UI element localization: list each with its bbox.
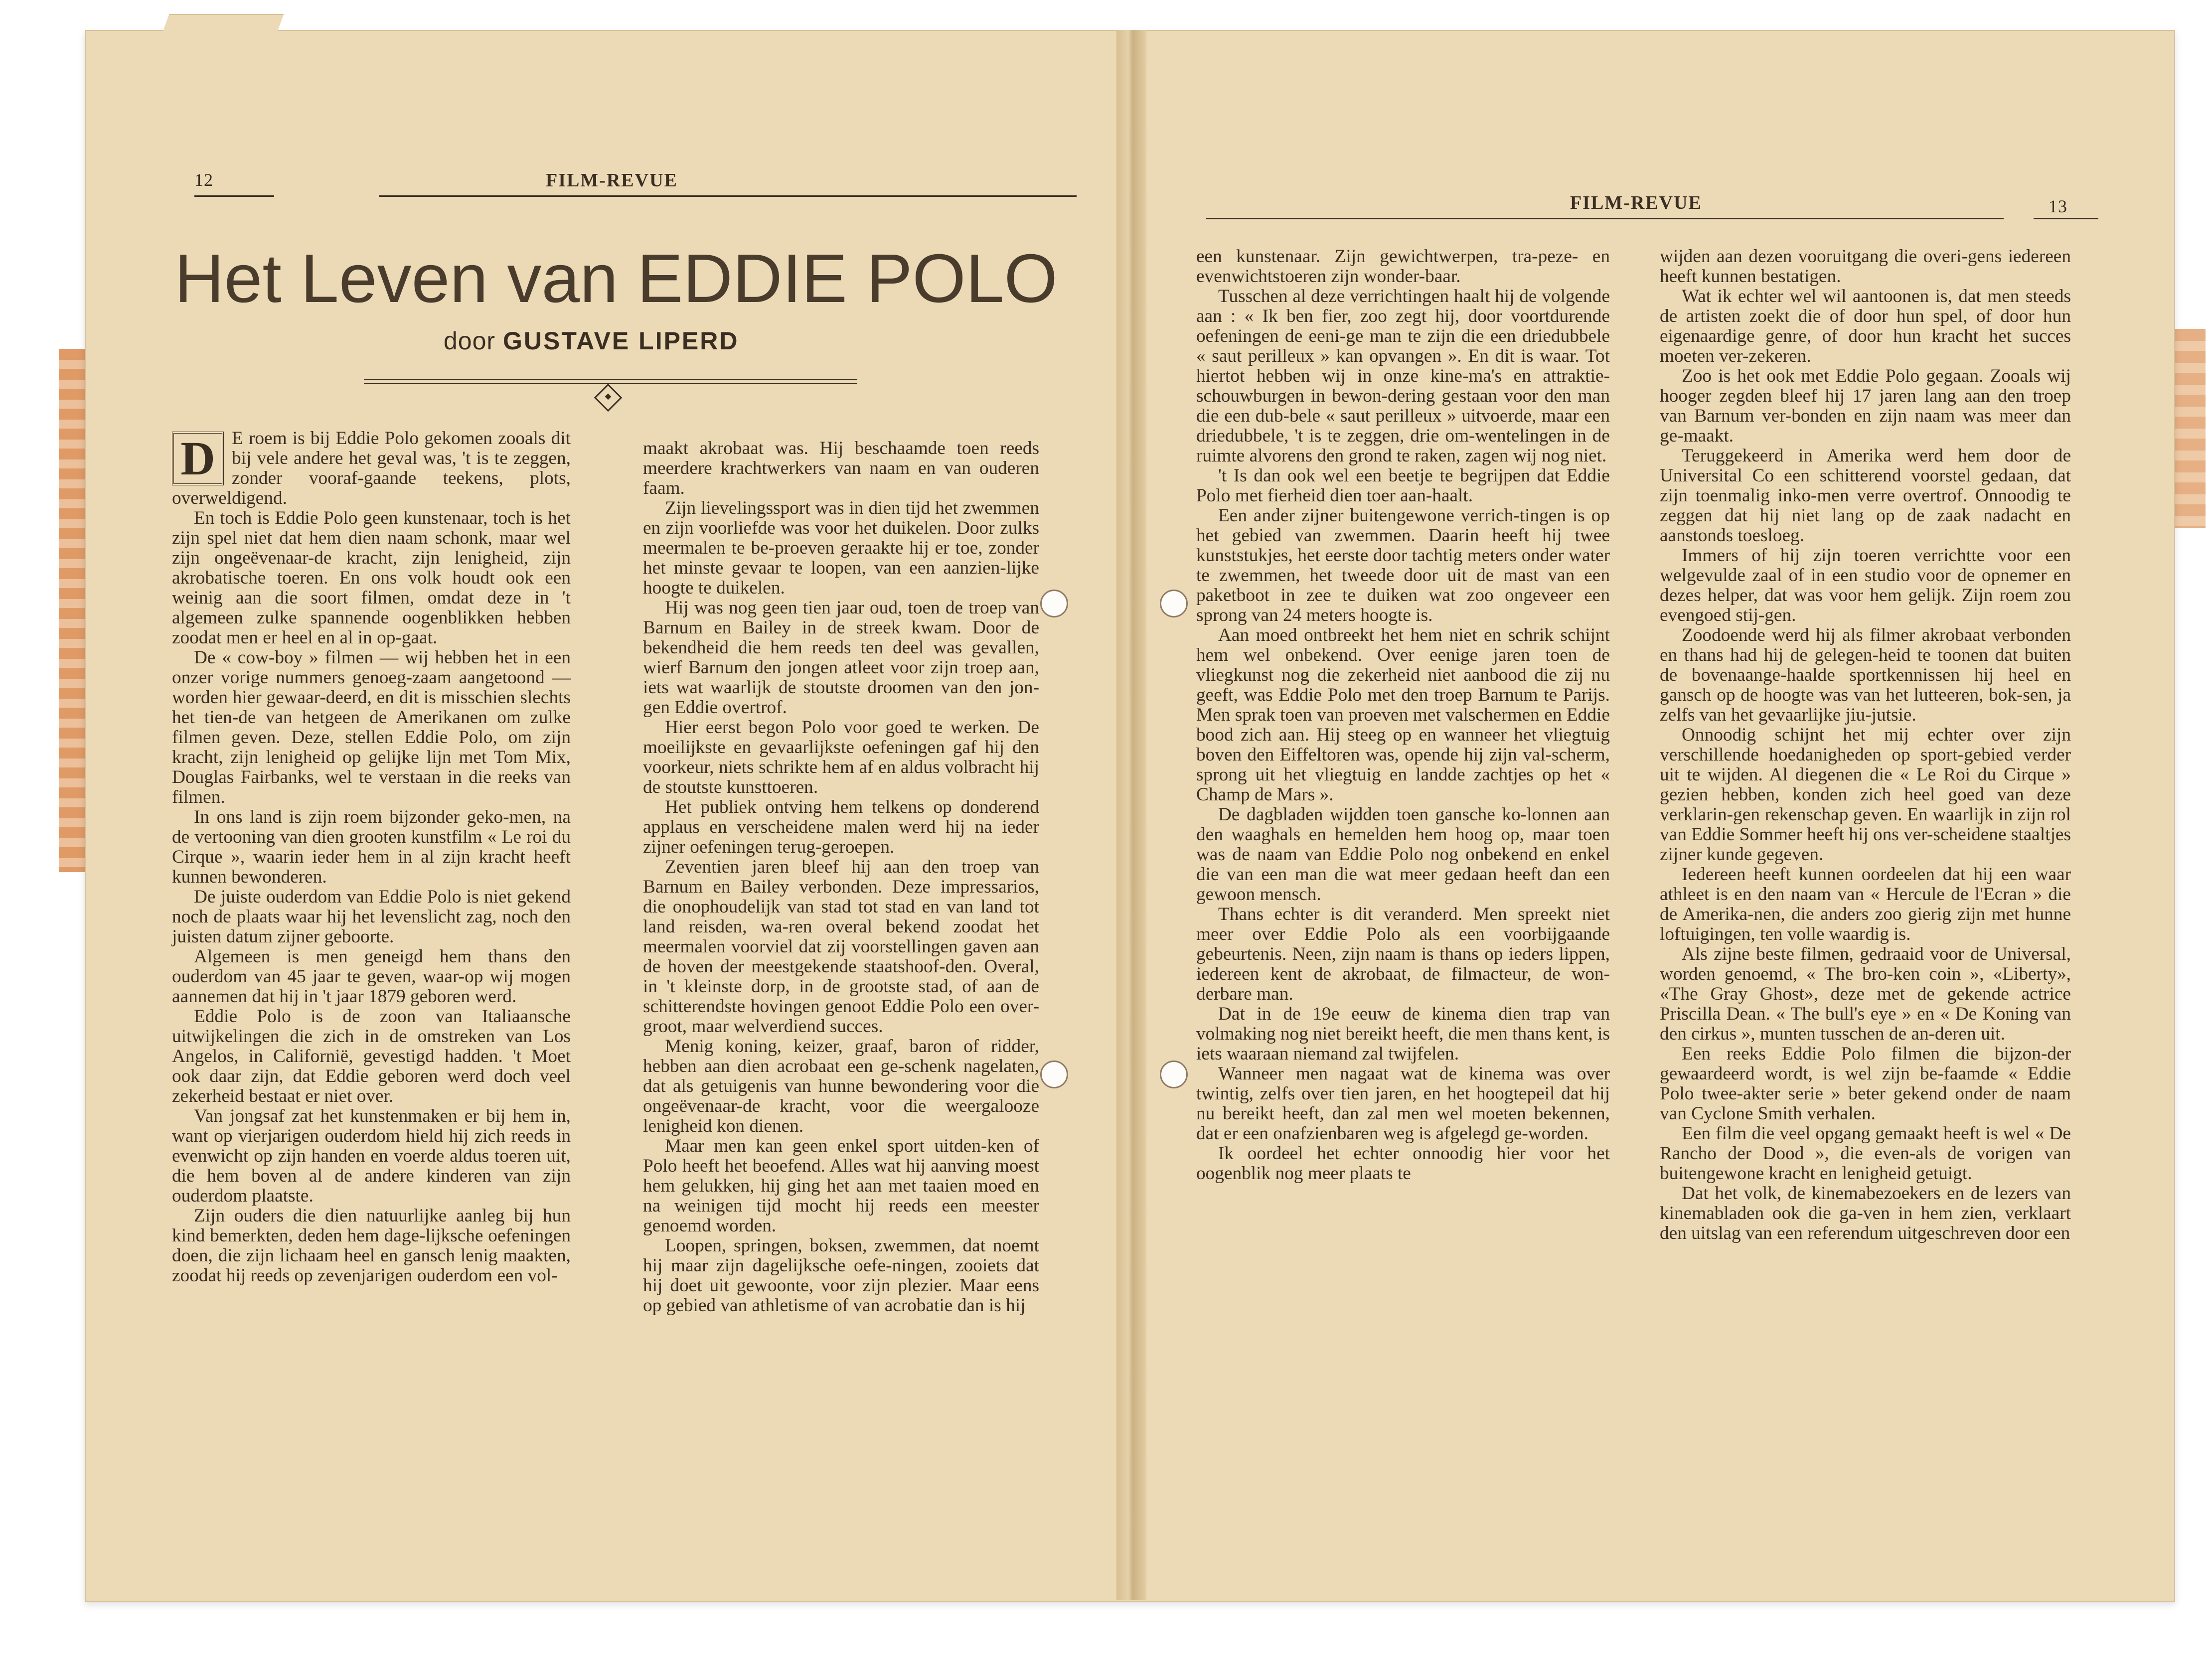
header-rule [1206,218,2004,219]
paragraph: wijden aan dezen vooruitgang die overi-gens iedereen heeft kunnen bestatigen. [1660,246,2071,287]
running-header-right: FILM-REVUE [1570,192,1702,213]
paragraph: De « cow-boy » filmen — wij hebben het in een onzer vorige nummers genoeg-zaam aangetoond — worden hier gewaar-deerd, en dit is misschien slechts het tien-de van hetgeen de Amerikanen om zulke filmen geven. Deze, stellen Eddie Polo, om zijn kracht, zijn lenigheid op gelijke lijn met Tom Mix, Douglas Fairbanks, wel te verstaan in die reeks van filmen. [172,647,571,807]
paragraph: Wat ik echter wel wil aantoonen is, dat men steeds de artisten zoekt die of door hun spel, of door hun eigenaardige genre, of door hun kracht het succes moeten ver-zekeren. [1660,286,2071,366]
paragraph: Dat het volk, de kinemabezoekers en de lezers van kinemabladen ook die ga-ven in hem zien, verklaart den uitslag van een referendum uitgeschreven door een [1660,1183,2071,1243]
paragraph: Onnoodig schijnt het mij echter over zijn verschillende hoedanigheden op sport-gebied verder uit te wijden. Al diegenen die « Le Roi du Cirque » gezien hebben, konden zich heel goed van deze verklarin-gen rekenschap geven. En waarlijk in zijn rol van Eddie Sommer heeft hij ons ver-scheidene staaltjes zijner kunde gegeven. [1660,725,2071,865]
title-rule [364,379,857,384]
paragraph: De dagbladen wijdden toen gansche ko-lonnen aan den waaghals en hemelden hem hoog op, maar toen was de naam van Eddie Polo nog onbekend en enkel die van een man die wat meer gedaan heeft dan een gewoon mensch. [1196,804,1610,905]
punch-hole [1160,1061,1188,1088]
paragraph: En toch is Eddie Polo geen kunstenaar, toch is het zijn spel niet dat hem dien naam schonk, maar wel zijn ongeëvenaar-de kracht, zijn lenigheid, zijn akrobatische toeren. En ons volk houdt ook een weinig aan die soort filmen, omdat deze in 't algemeen zulke spannende oogenblikken hebben zoodat men er heel en al in op-gaat. [172,508,571,648]
paragraph: Zeventien jaren bleef hij aan den troep van Barnum en Bailey verbonden. Deze impressarios, die onophoudelijk van stad tot stad en van land tot land reisden, wa-ren overal bekend zoodat het meermalen voorviel dat zij voorstellingen gaven aan de hoven der meestgekende staatshoof-den. Overal, in 't kleinste dorp, in de grootste stad, of aan de schitterendste hovingen genoot Eddie Polo een over-groot, maar welverdiend succes. [643,857,1039,1037]
paragraph: Menig koning, keizer, graaf, baron of ridder, hebben aan dien acrobaat een ge-schenk nagelaten, dat als getuigenis van hunne bewondering voor die ongeëvenaar-de kracht, voor die weergalooze lenigheid kon dienen. [643,1036,1039,1136]
paragraph: Tusschen al deze verrichtingen haalt hij de volgende aan : « Ik ben fier, zoo zegt hij, door voortdurende oefeningen de eeni-ge man te zijn die een driedubbele « saut perilleux » kan opvangen ». En dit is waar. Tot hiertot hebben wij in onze kine-ma's en attraktie-schouwburgen in bewon-dering gestaan voor den man die een dub-bele « saut perilleux » uitvoerde, maar een driedubbele, 't is te zeggen, drie om-wentelingen in de ruimte alvorens den grond te raken, zagen wij nog niet. [1196,286,1610,466]
punch-hole [1040,590,1068,617]
paragraph: Hij was nog geen tien jaar oud, toen de troep van Barnum en Bailey in de streek kwam. Door de bekendheid die hem reeds ten deel was gevallen, wierf Barnum den jongen atleet voor zijn troep aan, iets wat waarlijk de stoutste droomen van den jon-gen Eddie overtrof. [643,598,1039,718]
paragraph: Zoo is het ook met Eddie Polo gegaan. Zooals wij hooger zegden bleef hij 17 jaren lang aan den troep van Barnum ver-bonden en zijn naam was meer dan ge-maakt. [1660,366,2071,446]
right-column-1 [1196,247,1610,1184]
paragraph: Maar men kan geen enkel sport uitden-ken of Polo heeft het beoefend. Alles wat hij aanving moest hem gelukken, hij ging het aan met taaien moed en na weinigen tijd mocht hij reeds een meester genoemd worden. [643,1136,1039,1236]
punch-hole [1160,590,1188,617]
paragraph: een kunstenaar. Zijn gewichtwerpen, tra-peze- en evenwichtstoeren zijn wonder-baar. [1196,246,1610,287]
header-rule [2034,218,2098,219]
paragraph-text: E roem is bij Eddie Polo gekomen zooals dit bij vele andere het geval was, 't is te zeggen, zonder vooraf-gaande teekens, plots, overweldigend. [172,428,571,508]
paragraph: Een film die veel opgang gemaakt heeft is wel « De Rancho der Dood », die even-als de vorigen van buitengewone kracht en lenigheid getuigt. [1660,1123,2071,1184]
center-fold [1116,30,1146,1600]
paragraph: Als zijne beste filmen, gedraaid voor de Universal, worden genoemd, « The bro-ken coin », «Liberty», «The Gray Ghost», deze met de gekende actrice Priscilla Dean. « The bull's eye » en « De Koning van den cirkus », munten tusschen de an-deren uit. [1660,944,2071,1044]
paragraph: Loopen, springen, boksen, zwemmen, dat noemt hij maar zijn dagelijksche oefe-ningen, zooiets dat hij doet uit gewoonte, voor zijn plezier. Maar eens op gebied van athletisme of van acrobatie dan is hij [643,1235,1039,1316]
header-rule [379,195,1077,197]
left-column-1 [172,429,571,1286]
paragraph: Een reeks Eddie Polo filmen die bijzon-der gewaardeerd wordt, is wel zijn be-faamde « Eddie Polo twee-akter serie » beter gekend onder de naam van Cyclone Smith verhalen. [1660,1044,2071,1124]
paragraph: Zijn ouders die dien natuurlijke aanleg bij hun kind bemerkten, deden hem dage-lijksche oefeningen doen, die zijn lichaam heel en gansch lenig maakten, zoodat hij reeds op zevenjarigen ouderdom een vol- [172,1206,571,1286]
paragraph: Iedereen heeft kunnen oordeelen dat hij een waar athleet is en den naam van « Hercule de l'Ecran » die de Amerika-nen, die anders zoo gierig zijn met hunne loftuigingen, ten volle waardig is. [1660,864,2071,944]
paragraph: Teruggekeerd in Amerika werd hem door de Universital Co een schitterend voorstel gedaan, dat zijn toenmalig inko-men verre overtrof. Onnoodig te zeggen dat hij niet lang op de zaak nadacht en aanstonds toesloeg. [1660,446,2071,546]
paragraph: Immers of hij zijn toeren verrichtte voor een welgevulde zaal of in een studio voor de opnemer en dezes helper, dat was voor hem gelijk. Zijn roem zou evengoed stij-gen. [1660,545,2071,625]
paragraph: Zijn lievelingssport was in dien tijd het zwemmen en zijn voorliefde was voor het duikelen. Door zulks meermalen te be-proeven geraakte hij er toe, zonder het minste gevaar te loopen, van een aanzien-lijke hoogte te duikelen. [643,498,1039,598]
paragraph: Zoodoende werd hij als filmer akrobaat verbonden en thans had hij de gelegen-heid te toonen dat buiten de bovenaange-haalde sportkennissen hij heel en gansch op de hoogte was van het lutteeren, bok-sen, ja zelfs van het gevaarlijke jiu-jutsie. [1660,625,2071,725]
page-number-left: 12 [194,170,213,190]
paragraph: Ik oordeel het echter onnoodig hier voor het oogenblik nog meer plaats te [1196,1143,1610,1184]
paragraph: Dat in de 19e eeuw de kinema dien trap van volmaking nog niet bereikt heeft, die men thans kent, is iets waaraan niemand zal twijfelen. [1196,1004,1610,1064]
paragraph: maakt akrobaat was. Hij beschaamde toen reeds meerdere krachtwerkers van naam en van ouderen faam. [643,438,1039,498]
paragraph: Hier eerst begon Polo voor goed te werken. De moeilijkste en gevaarlijkste oefeningen gaf hij den voorkeur, niets schrikte hem af en aldus volbracht hij de stoutste kunsttoeren. [643,717,1039,797]
torn-corner [160,14,284,40]
paragraph: Algemeen is men geneigd hem thans den ouderdom van 45 jaar te geven, waar-op wij mogen aannemen dat hij in 't jaar 1879 geboren werd. [172,946,571,1007]
drop-cap: D [172,432,224,485]
byline-author: GUSTAVE LIPERD [502,327,739,355]
right-column-2 [1660,247,2071,1243]
paragraph: Wanneer men nagaat wat de kinema was over twintig, zelfs over tien jaren, en het hoogtepeil dat hij nu bereikt heeft, dan zal men wel moeten bekennen, dat er een onafzienbaren weg is afgelegd ge-worden. [1196,1064,1610,1144]
punch-hole [1040,1061,1068,1088]
byline-prefix: door [444,327,496,355]
paragraph: Van jongsaf zat het kunstenmaken er bij hem in, want op vierjarigen ouderdom hield hij zich reeds in evenwicht op zijn handen en voerde aldus toeren uit, die hem boven al de andere kinderen van zijn ouderdom plaatste. [172,1106,571,1206]
paragraph: De juiste ouderdom van Eddie Polo is niet gekend noch de plaats waar hij het levenslicht zag, noch den juisten datum zijner geboorte. [172,887,571,947]
byline [444,326,739,355]
header-rule [194,195,274,197]
torn-edge-right [2171,329,2206,528]
paragraph: In ons land is zijn roem bijzonder geko-men, na de vertooning van dien grooten kunstfilm « Le roi du Cirque », waarin ieder hem in al zijn kracht heeft kunnen bewonderen. [172,807,571,887]
paragraph: Aan moed ontbreekt het hem niet en schrik schijnt hem wel onbekend. Over eenige jaren toen de vliegkunst nog die zekerheid niet aanbood die zij nu geeft, was Eddie Polo met den troep Barnum te Parijs. Men sprak toen van proeven met valschermen en Eddie bood zich aan. Hij steeg op en wanneer het vliegtuig boven den Eiffeltoren was, opende hij zijn val-scherm, sprong uit het vliegtuig en landde zachtjes op het « Champ de Mars ». [1196,625,1610,805]
running-header-left: FILM-REVUE [546,170,678,191]
page-number-right: 13 [2049,196,2067,216]
paragraph [172,429,571,508]
paragraph: Het publiek ontving hem telkens op donderend applaus en verscheidene malen werd hij na ieder zijner oefeningen terug-geroepen. [643,797,1039,857]
paragraph: Eddie Polo is de zoon van Italiaansche uitwijkelingen die zich in de omstreken van Los Angelos, in Californië, gevestigd hadden. 't Moet ook daar zijn, dat Eddie geboren werd doch veel zekerheid bestaat er niet over. [172,1006,571,1106]
paragraph: 't Is dan ook wel een beetje te begrijpen dat Eddie Polo met fierheid dien toer aan-haalt. [1196,465,1610,506]
left-column-2 [643,439,1039,1316]
article-title: Het Leven van EDDIE POLO [174,240,1058,317]
paragraph: Thans echter is dit veranderd. Men spreekt niet meer over Eddie Polo als een voorbijgaande gebeurtenis. Neen, zijn naam is thans op ieders lippen, iedereen kent de akrobaat, de filmacteur, de won-derbare man. [1196,904,1610,1004]
paragraph: Een ander zijner buitengewone verrich-tingen is op het gebied van zwemmen. Daarin heeft hij twee kunststukjes, het eerste door tachtig meters onder water te zwemmen, het tweede door uit de mast van een paketboot in zee te duiken wat zoo ongeveer een sprong van 24 meters hoogte is. [1196,505,1610,625]
